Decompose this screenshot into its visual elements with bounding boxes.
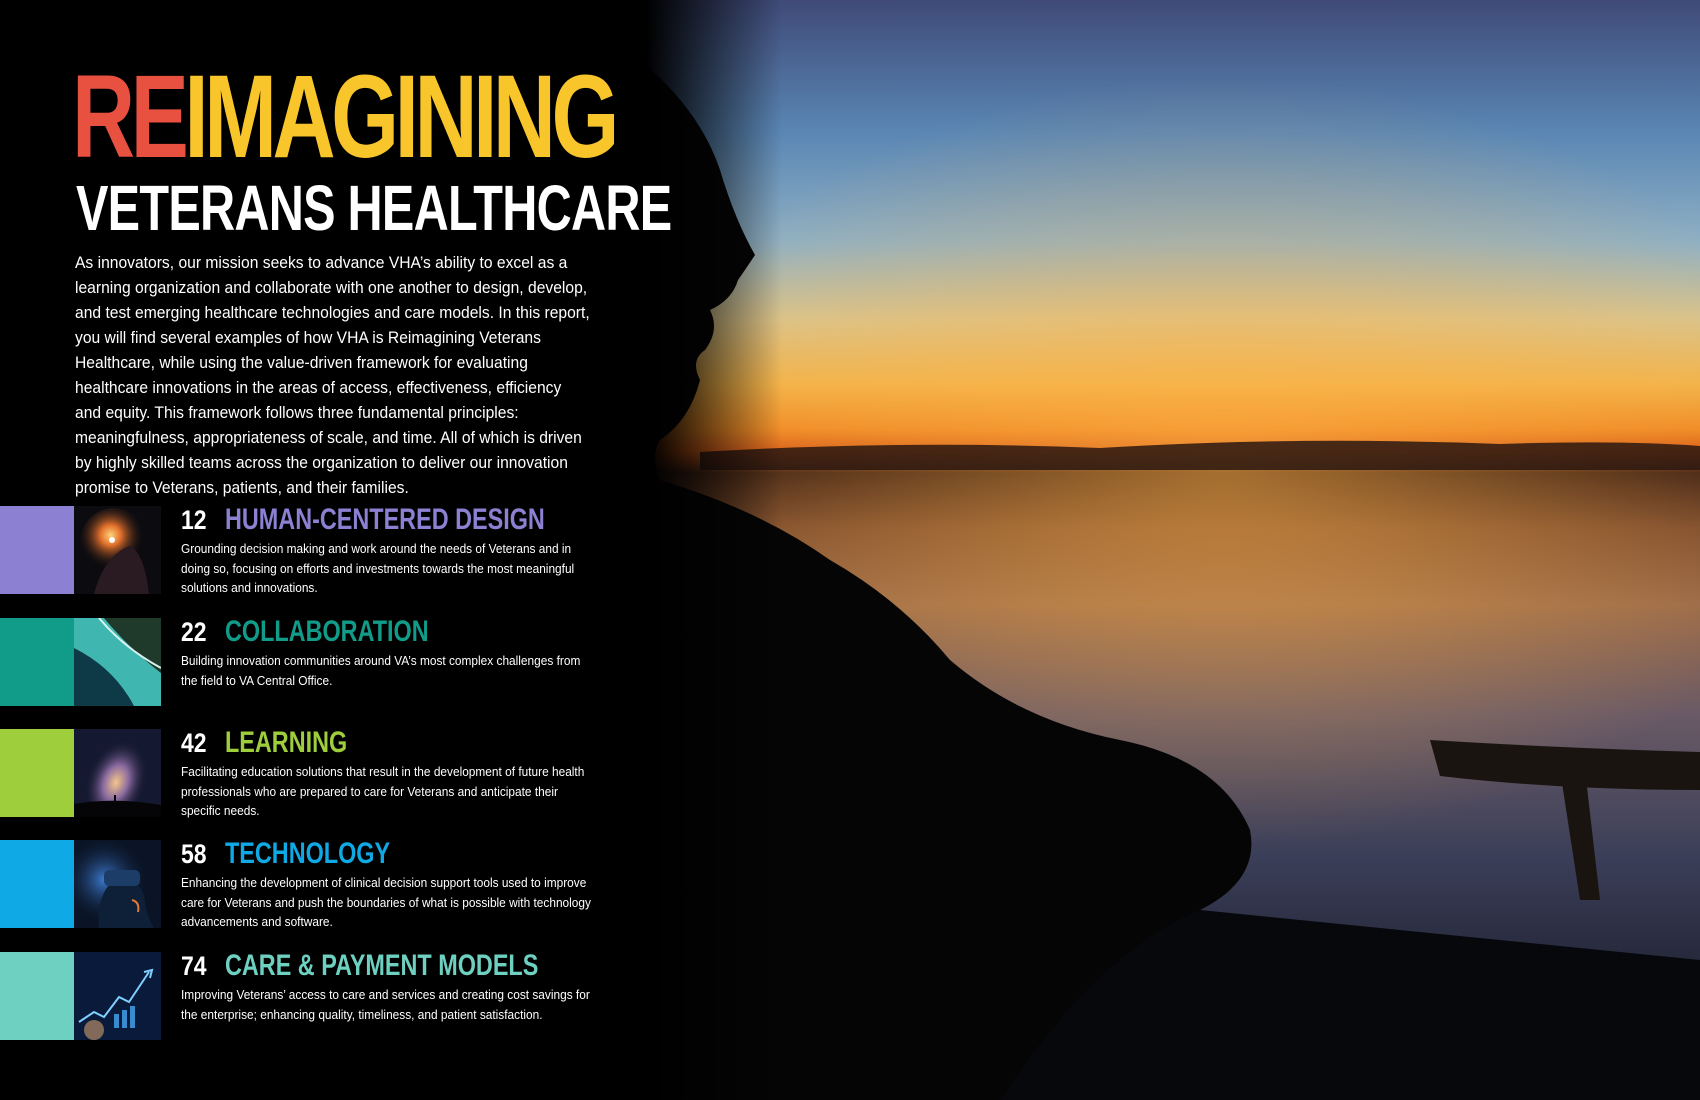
section-page-number: 22 (181, 617, 207, 647)
coastline-aerial-thumbnail (74, 618, 161, 706)
section-page-number: 74 (181, 951, 207, 981)
section-description: Improving Veterans’ access to care and services and creating cost savings for the enterprise; enhancing quality, timeliness, and patient satisfaction. (181, 988, 590, 1022)
section-learning[interactable] (0, 726, 650, 818)
section-description: Grounding decision making and work around the needs of Veterans and in doing so, focusing on efforts and investments towards the most meaningful solutions and innovations. (181, 542, 575, 595)
section-color-swatch (0, 840, 74, 928)
section-color-swatch (0, 952, 74, 1040)
section-title: COLLABORATION (225, 615, 430, 648)
section-description: Enhancing the development of clinical decision support tools used to improve care for Veterans and push the boundaries of what is possible with technology advancements and software. (181, 876, 591, 929)
section-title: LEARNING (225, 726, 348, 759)
section-collaboration[interactable] (0, 615, 650, 706)
title-reimagining (72, 51, 616, 183)
sparkler-thumbnail (74, 506, 161, 594)
section-heading (181, 616, 487, 648)
section-heading (181, 504, 635, 536)
section-human-centered-design[interactable] (0, 503, 650, 595)
section-color-swatch (0, 506, 74, 594)
section-care-payment-models[interactable] (0, 949, 650, 1040)
section-description: Facilitating education solutions that result in the development of future health professionals who are prepared to care for Veterans and anticipate their specific needs. (181, 765, 585, 818)
section-heading (181, 950, 627, 982)
section-description: Building innovation communities around VA’s most complex challenges from the field to VA Central Office. (181, 654, 581, 688)
section-color-swatch (0, 729, 74, 817)
section-page-number: 58 (181, 839, 207, 869)
section-title: HUMAN-CENTERED DESIGN (225, 503, 546, 536)
section-heading (181, 838, 437, 870)
intro-paragraph: As innovators, our mission seeks to advance VHA’s ability to excel as a learning organization and collaborate with one another to design, develop, and test emerging healthcare technologies and care models. In this report, you will find several examples of how VHA is Reimagining Veterans Healthcare, while using the value-driven framework for evaluating healthcare innovations in the areas of access, effectiveness, efficiency and equity. This framework follows three fundamental principles: meaningfulness, appropriateness of scale, and time. All of which is driven by highly skilled teams across the organization to deliver our innovation promise to Veterans, patients, and their families. (75, 253, 590, 497)
milky-way-thumbnail (74, 729, 161, 817)
title-re: RE (72, 51, 185, 183)
section-color-swatch (0, 618, 74, 706)
section-title: CARE & PAYMENT MODELS (225, 949, 539, 982)
title-veterans-healthcare: VETERANS HEALTHCARE (76, 172, 672, 244)
growth-chart-thumbnail (74, 952, 161, 1040)
section-page-number: 12 (181, 505, 207, 535)
section-technology[interactable] (0, 837, 650, 929)
report-title (72, 51, 806, 244)
section-page-number: 42 (181, 728, 207, 758)
vr-headset-thumbnail (74, 840, 161, 928)
title-imagining: IMAGINING (184, 51, 616, 183)
section-title: TECHNOLOGY (225, 837, 391, 870)
section-heading (181, 727, 382, 759)
